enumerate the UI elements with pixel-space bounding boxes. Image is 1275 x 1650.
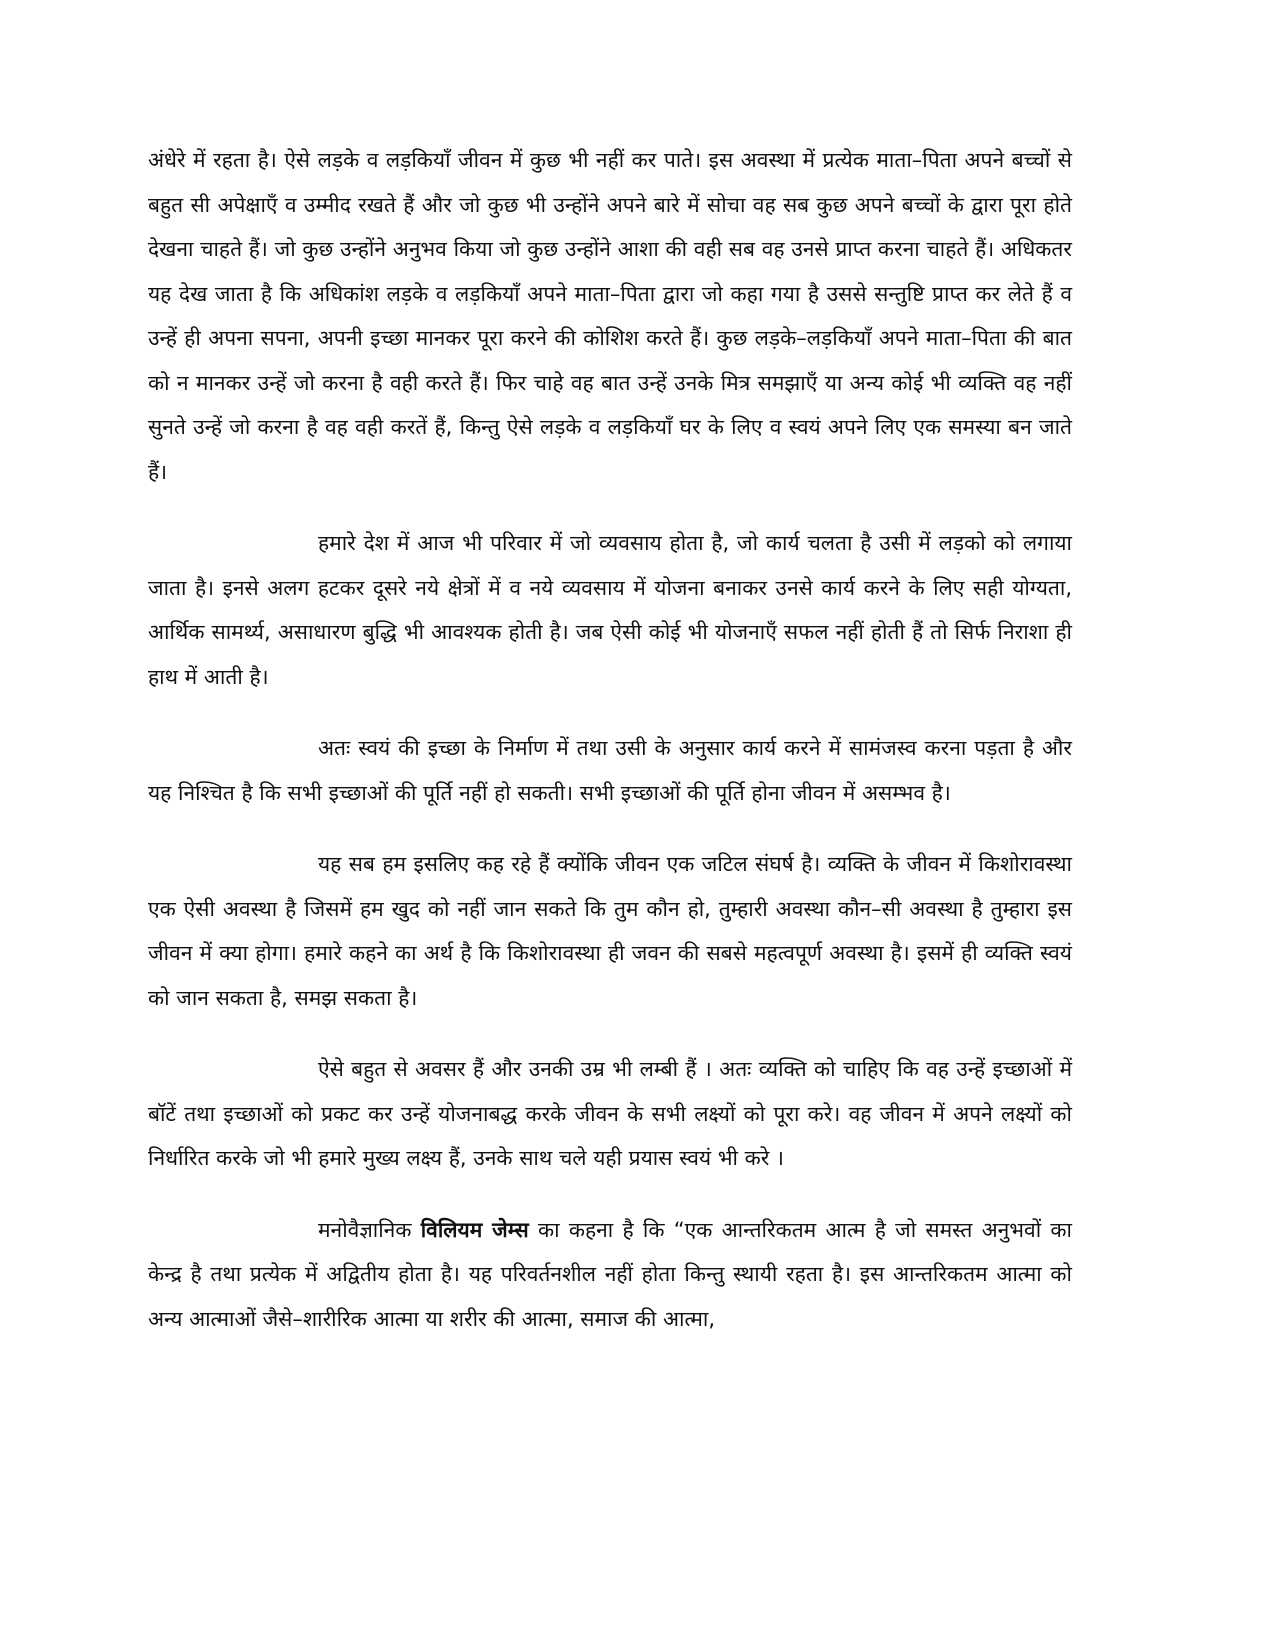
document-page	[148, 138, 1072, 1368]
bold-name-william-james: विलियम जेम्स	[420, 1217, 529, 1242]
paragraph-5: ऐसे बहुत से अवसर हैं और उनकी उम्र भी लम्बी हैं । अतः व्यक्ति को चाहिए कि वह उन्हें इच्छाओं में बॉटें तथा इच्छाओं को प्रकट कर उन्हें योजनाबद्ध करके जीवन के सभी लक्ष्यों को पूरा करे। वह जीवन में अपने लक्ष्यों को निर्धारित करके जो भी हमारे मुख्य लक्ष्य हैं, उनके साथ चले यही प्रयास स्वयं भी करे ।	[148, 1057, 1072, 1170]
paragraph-4: यह सब हम इसलिए कह रहे हैं क्योंकि जीवन एक जटिल संघर्ष है। व्यक्ति के जीवन में किशोरावस्था एक ऐसी अवस्था है जिसमें हम खुद को नहीं जान सकते कि तुम कौन हो, तुम्हारी अवस्था कौन–सी अवस्था है तुम्हारा इस जीवन में क्या होगा। हमारे कहने का अर्थ है कि किशोरावस्था ही जवन की सबसे महत्वपूर्ण अवस्था है। इसमें ही व्यक्ति स्वयं को जान सकता है, समझ सकता है।	[148, 852, 1072, 1010]
paragraph-6	[148, 1208, 1072, 1342]
paragraph-6-lead: मनोवैज्ञानिक	[318, 1217, 421, 1242]
paragraph-6-rest: का कहना है कि “एक आन्तरिकतम आत्म है जो समस्त अनुभवों का केन्द्र है तथा प्रत्येक में अद्वितीय होता है। यह परिवर्तनशील नहीं होता किन्तु स्थायी रहता है। इस आन्तरिकतम आत्मा को अन्य आत्माओं जैसे–शारीरिक आत्मा या शरीर की आत्मा, समाज की आत्मा,	[148, 1217, 1072, 1331]
paragraph-3: अतः स्वयं की इच्छा के निर्माण में तथा उसी के अनुसार कार्य करने में सामंजस्व करना पड़ता है और यह निश्चित है कि सभी इच्छाओं की पूर्ति नहीं हो सकती। सभी इच्छाओं की पूर्ति होना जीवन में असम्भव है।	[148, 736, 1072, 805]
paragraph-1: अंधेरे में रहता है। ऐसे लड़के व लड़कियाँ जीवन में कुछ भी नहीं कर पाते। इस अवस्था में प्रत्येक माता–पिता अपने बच्चों से बहुत सी अपेक्षाएँ व उम्मीद रखते हैं और जो कुछ भी उन्होंने अपने बारे में सोचा वह सब कुछ अपने बच्चों के द्वारा पूरा होते देखना चाहते हैं। जो कुछ उन्होंने अनुभव किया जो कुछ उन्होंने आशा की वही सब वह उनसे प्राप्त करना चाहते हैं। अधिकतर यह देख जाता है कि अधिकांश लड़के व लड़कियाँ अपने माता–पिता द्वारा जो कहा गया है उससे सन्तुष्टि प्राप्त कर लेते हैं व उन्हें ही अपना सपना, अपनी इच्छा मानकर पूरा करने की कोशिश करते हैं। कुछ लड़के–लड़कियाँ अपने माता–पिता की बात को न मानकर उन्हें जो करना है वही करते हैं। फिर चाहे वह बात उन्हें उनके मित्र समझाएँ या अन्य कोई भी व्यक्ति वह नहीं सुनते उन्हें जो करना है वह वही करतें हैं, किन्तु ऐसे लड़के व लड़कियाँ घर के लिए व स्वयं अपने लिए एक समस्या बन जाते हैं।	[148, 148, 1072, 484]
paragraph-2: हमारे देश में आज भी परिवार में जो व्यवसाय होता है, जो कार्य चलता है उसी में लड़को को लगाया जाता है। इनसे अलग हटकर दूसरे नये क्षेत्रों में व नये व्यवसाय में योजना बनाकर उनसे कार्य करने के लिए सही योग्यता, आर्थिक सामर्थ्य, असाधारण बुद्धि भी आवश्यक होती है। जब ऐसी कोई भी योजनाएँ सफल नहीं होती हैं तो सिर्फ निराशा ही हाथ में आती है।	[148, 531, 1072, 689]
